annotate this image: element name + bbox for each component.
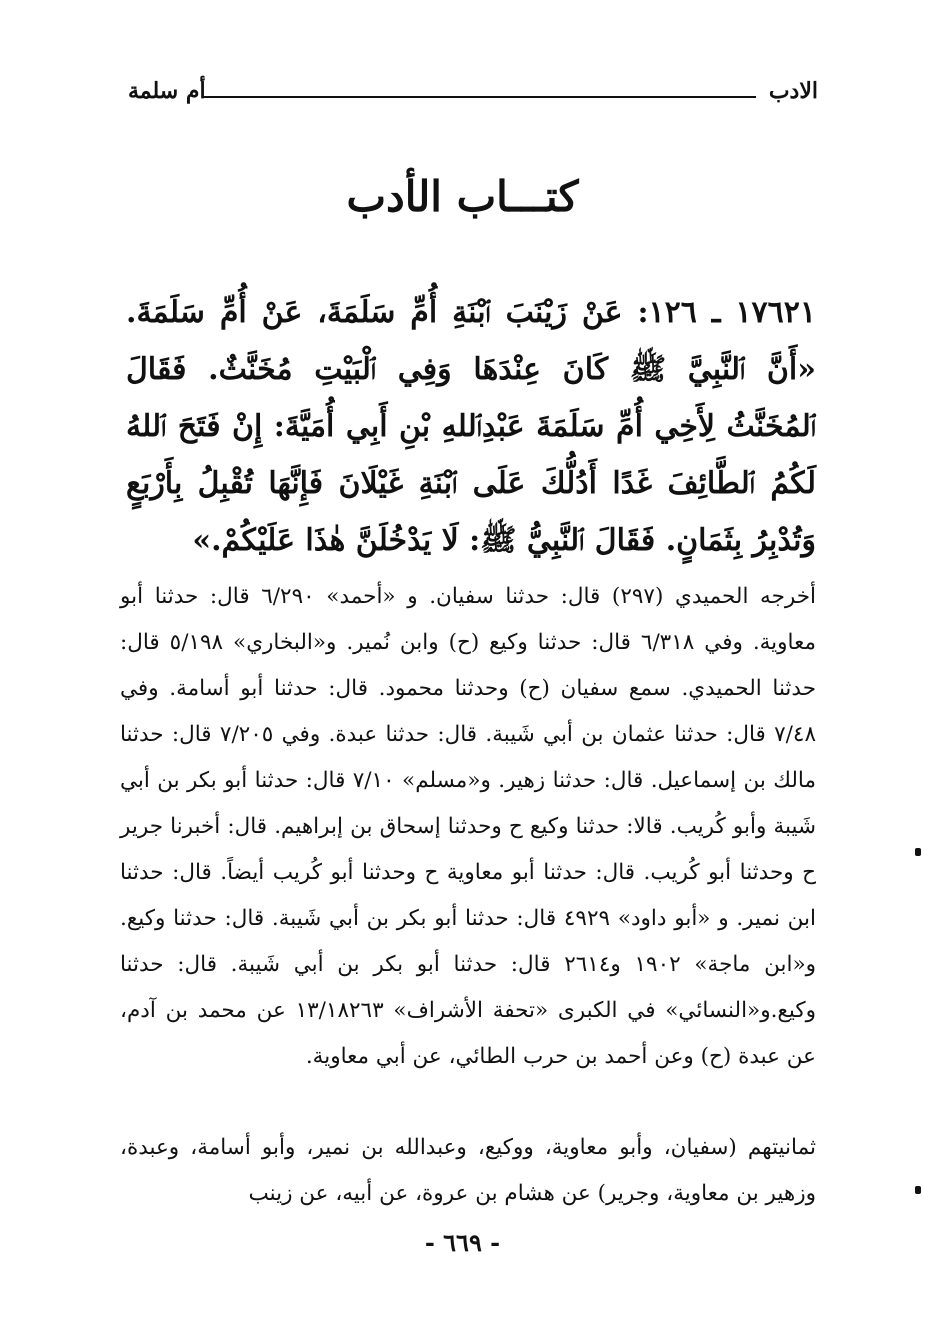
margin-mark (915, 848, 921, 856)
narrators-text: ثمانيتهم (سفيان، وأبو معاوية، ووكيع، وعبدالله بن نمير، وأبو أسامة، وعبدة، وزهير بن معاوية، وجرير) عن هشام بن عروة، عن أبيه، عن زينب (120, 1135, 816, 1206)
takhrij-block (120, 574, 816, 1080)
header-rule (202, 96, 756, 98)
hadith-text: ١٧٦٢١ ـ ١٢٦: عَنْ زَيْنَبَ ٱبْنَةِ أُمِّ سَلَمَةَ، عَنْ أُمِّ سَلَمَةَ. «أَنَّ ٱلنَّبِيَّ ﷺ كَانَ عِنْدَهَا وَفِي ٱلْبَيْتِ مُخَنَّثٌ. فَقَالَ ٱلمُخَنَّثُ لِأَخِي أُمِّ سَلَمَةَ عَبْدِٱللهِ بْنِ أَبِي أُمَيَّةَ: إِنْ فَتَحَ ٱللهُ لَكُمُ ٱلطَّائِفَ غَدًا أَدُلُّكَ عَلَى ٱبْنَةِ غَيْلَانَ فَإِنَّهَا تُقْبِلُ بِأَرْبَعٍ وَتُدْبِرُ بِثَمَانٍ. فَقَالَ ٱلنَّبِيُّ ﷺ: لَا يَدْخُلَنَّ هٰذَا عَلَيْكُمْ.» (126, 295, 816, 558)
running-header (128, 78, 818, 118)
narrators-paragraph (120, 1125, 816, 1217)
header-section-title: الادب (768, 78, 818, 104)
hadith-text-block (126, 284, 816, 569)
takhrij-text: أخرجه الحميدي (٢٩٧) قال: حدثنا سفيان. و «أحمد» ٦/٢٩٠ قال: حدثنا أبو معاوية. وفي ٦/٣١٨ قال: حدثنا وكيع (ح) وابن نُمير. و«البخاري» ٥/١٩٨ قال: حدثنا الحميدي. سمع سفيان (ح) وحدثنا محمود. قال: حدثنا أبو أسامة. وفي ٧/٤٨ قال: حدثنا عثمان بن أبي شَيبة. قال: حدثنا عبدة. وفي ٧/٢٠٥ قال: حدثنا مالك بن إسماعيل. قال: حدثنا زهير. و«مسلم» ٧/١٠ قال: حدثنا أبو بكر بن أبي شَيبة وأبو كُريب. قالا: حدثنا وكيع ح وحدثنا إسحاق بن إبراهيم. قال: أخبرنا جرير ح وحدثنا أبو كُريب. قال: حدثنا أبو معاوية ح وحدثنا أبو كُريب أيضاً. قال: حدثنا ابن نمير. و «أبو داود» ٤٩٢٩ قال: حدثنا أبو بكر بن أبي شَيبة. قال: حدثنا وكيع. و«ابن ماجة» ١٩٠٢ و٢٦١٤ قال: حدثنا أبو بكر بن أبي شَيبة. قال: حدثنا وكيع.و«النسائي» في الكبرى «تحفة الأشراف» ١٣/١٨٢٦٣ عن محمد بن آدم، عن عبدة (ح) وعن أحمد بن حرب الطائي، عن أبي معاوية. (120, 584, 817, 1069)
page-number: - ٦٦٩ - (424, 1228, 501, 1257)
header-narrator-title: أم سلمة (128, 78, 206, 104)
margin-mark (915, 1186, 921, 1194)
chapter-title: كتـــاب الأدب (346, 172, 579, 221)
